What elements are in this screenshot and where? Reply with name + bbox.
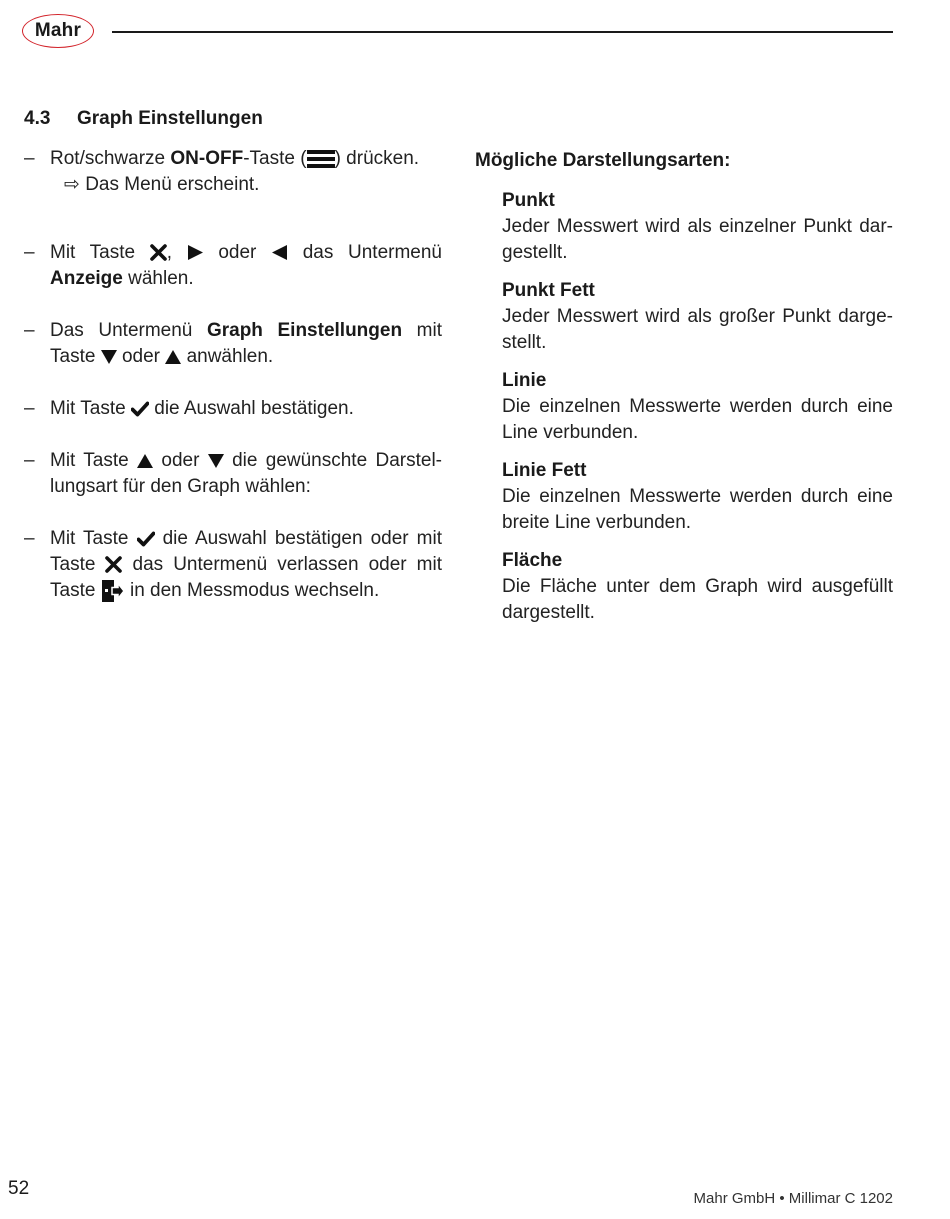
mode-punkt-fett [502, 278, 893, 356]
mode-punkt [502, 188, 893, 266]
triangle-down-icon [101, 349, 117, 365]
mode-linie [502, 368, 893, 446]
triangle-up-icon [165, 349, 181, 365]
step-5: – Mit Taste oder die gewünschte Darstellungsart für den Graph wählen: [24, 450, 442, 497]
mode-description: Die einzelnen Messwerte werden durch eine Line verbunden. [502, 396, 893, 443]
mode-description: Die Fläche unter dem Graph wird ausgefüllt dargestellt. [502, 576, 893, 623]
step-2: – Mit Taste , oder das Untermenü Anzeige wählen. [24, 242, 442, 289]
section-number: 4.3 [24, 108, 51, 129]
section-heading [24, 108, 263, 130]
modes-heading: Mögliche Darstellungsarten: [475, 150, 731, 171]
mode-description: Jeder Messwert wird als großer Punkt dargestellt. [502, 306, 893, 353]
triangle-left-icon [271, 244, 288, 261]
mode-title: Fläche [502, 550, 563, 571]
step-4: – Mit Taste die Auswahl bestätigen. [24, 398, 354, 419]
step-1: – Rot/schwarze ON-OFF-Taste ( ) drücken. ⇨ Das Menü erscheint. [24, 146, 442, 198]
page-number: 52 [8, 1178, 30, 1199]
step-3: – Das Untermenü Graph Einstellungen mit Taste oder anwählen. [24, 320, 442, 367]
mode-description: Die einzelnen Messwerte werden durch eine breite Line verbunden. [502, 486, 893, 533]
close-icon [105, 556, 122, 573]
step-result: ⇨ Das Menü erscheint. [64, 174, 260, 195]
instruction-steps [24, 146, 442, 604]
section-title: Graph Einstellungen [77, 108, 263, 129]
triangle-up-icon [137, 453, 153, 469]
mode-title: Linie Fett [502, 460, 587, 481]
mode-title: Linie [502, 370, 547, 391]
footer-text: Mahr GmbH • Millimar C 1202 [693, 1190, 893, 1207]
check-icon [137, 531, 155, 547]
triangle-right-icon [187, 244, 204, 261]
menu-icon [307, 149, 335, 169]
step-dash: – [24, 148, 35, 169]
mode-linie-fett [502, 458, 893, 536]
exit-icon [101, 579, 125, 603]
header-rule [112, 31, 893, 33]
mode-flaeche [502, 548, 893, 626]
result-arrow-icon: ⇨ [64, 174, 80, 195]
step-6: – Mit Taste die Auswahl bestätigen oder mit Taste das Untermenü verlassen oder mit Taste in den Messmodus wechseln. [24, 528, 442, 601]
close-icon [150, 244, 167, 261]
check-icon [131, 401, 149, 417]
display-modes [475, 148, 893, 638]
mode-title: Punkt Fett [502, 280, 595, 301]
mode-description: Jeder Messwert wird als einzelner Punkt dargestellt. [502, 216, 893, 263]
modes-list [475, 188, 893, 626]
mode-title: Punkt [502, 190, 555, 211]
mahr-logo: Mahr [22, 14, 94, 48]
triangle-down-icon [208, 453, 224, 469]
